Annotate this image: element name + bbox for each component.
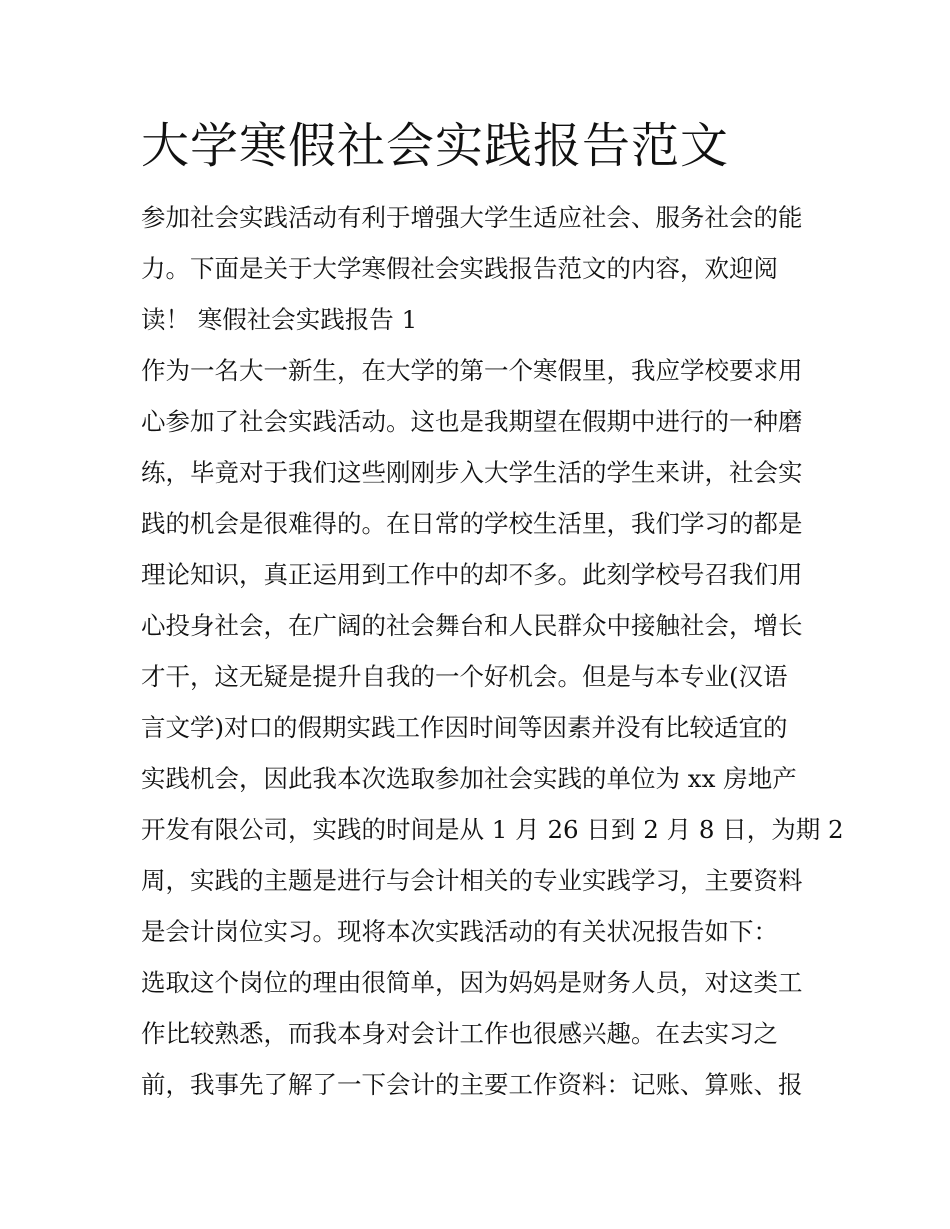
paragraph-line: 周，实践的主题是进行与会计相关的专业实践学习，主要资料 [141,866,803,895]
intro-paragraph [141,192,813,345]
paragraph-line: 践的机会是很难得的。在日常的学校生活里，我们学习的都是 [141,509,803,538]
paragraph-line: 实践机会，因此我本次选取参加社会实践的单位为 xx 房地产 [141,764,797,793]
paragraph-line: 才干，这无疑是提升自我的一个好机会。但是与本专业(汉语 [141,662,788,691]
intro-line: 力。下面是关于大学寒假社会实践报告范文的内容，欢迎阅 [141,254,778,283]
paragraph-line: 练，毕竟对于我们这些刚刚步入大学生活的学生来讲，社会实 [141,458,803,487]
intro-line: 读！ 寒假社会实践报告 1 [141,305,418,334]
body-paragraph-1 [141,345,844,957]
paragraph-line: 作比较熟悉，而我本身对会计工作也很感兴趣。在去实习之 [141,1019,778,1048]
document-title: 大学寒假社会实践报告范文 [141,118,730,174]
paragraph-line: 是会计岗位实习。现将本次实践活动的有关状况报告如下： [141,917,778,946]
paragraph-line: 开发有限公司，实践的时间是从 1 月 26 日到 2 月 8 日，为期 2 [141,815,844,844]
paragraph-line: 心参加了社会实践活动。这也是我期望在假期中进行的一种磨 [141,407,803,436]
paragraph-line: 选取这个岗位的理由很简单，因为妈妈是财务人员，对这类工 [141,968,803,997]
body-paragraph-2 [141,957,813,1110]
paragraph-line: 前，我事先了解了一下会计的主要工作资料：记账、算账、报 [141,1070,803,1099]
paragraph-line: 理论知识，真正运用到工作中的却不多。此刻学校号召我们用 [141,560,803,589]
paragraph-line: 言文学)对口的假期实践工作因时间等因素并没有比较适宜的 [141,713,788,742]
paragraph-line: 作为一名大一新生，在大学的第一个寒假里，我应学校要求用 [141,356,803,385]
paragraph-line: 心投身社会，在广阔的社会舞台和人民群众中接触社会，增长 [141,611,803,640]
document-page [141,110,844,1110]
intro-line: 参加社会实践活动有利于增强大学生适应社会、服务社会的能 [141,203,803,232]
